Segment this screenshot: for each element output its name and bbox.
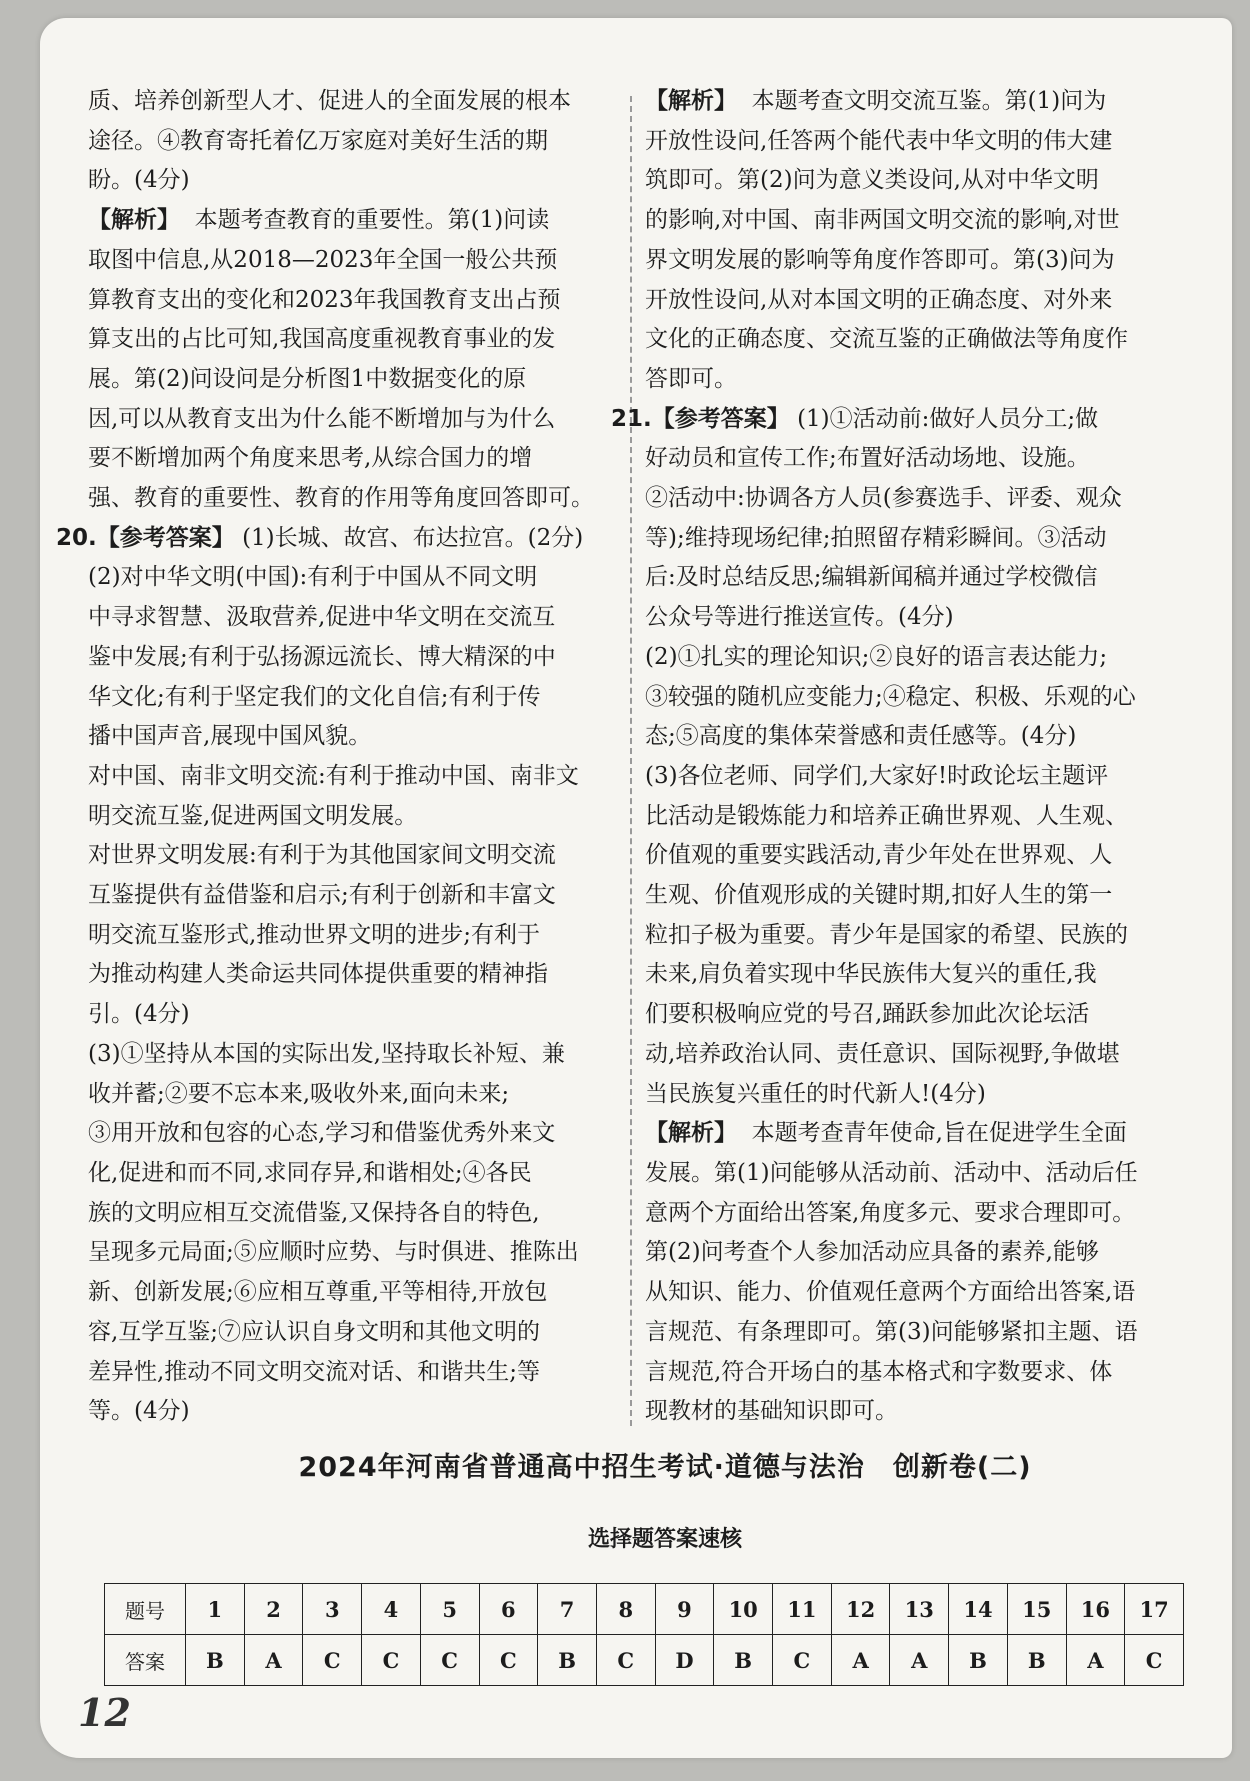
question-number-cell: 16 — [1066, 1584, 1125, 1635]
question-number-cell: 17 — [1125, 1584, 1184, 1635]
q19-answer-line: 途径。④教育寄托着亿万家庭对美好生活的期 — [88, 127, 548, 154]
q19-analysis-line: 要不断增加两个角度来思考,从综合国力的增 — [88, 445, 533, 472]
question-number-cell: 3 — [303, 1584, 362, 1635]
question-number-cell: 11 — [773, 1584, 832, 1635]
question-number: 20. — [56, 524, 97, 551]
q19-analysis-line: 算支出的占比可知,我国高度重视教育事业的发 — [88, 326, 556, 353]
answer-cell: C — [596, 1635, 655, 1686]
q20-answer-line: 新、创新发展;⑥应相互尊重,平等相待,开放包 — [88, 1279, 548, 1306]
q20-analysis-line: 开放性设问,从对本国文明的正确态度、对外来 — [645, 286, 1113, 313]
q20-answer-line: 收并蓄;②要不忘本来,吸收外来,面向未来; — [88, 1080, 510, 1107]
q21-answer-line: ②活动中:协调各方人员(参赛选手、评委、观众 — [645, 485, 1122, 512]
row-label: 题号 — [105, 1584, 186, 1635]
answer-cell: A — [890, 1635, 949, 1686]
question-number-cell: 9 — [655, 1584, 714, 1635]
table-row-numbers — [105, 1584, 1184, 1635]
q21-analysis-line: 意两个方面给出答案,角度多元、要求合理即可。 — [645, 1199, 1136, 1226]
q20-answer-line: 明交流互鉴,促进两国文明发展。 — [88, 802, 418, 829]
answer-cell: A — [244, 1635, 303, 1686]
page-number: 12 — [78, 1690, 131, 1735]
answer-cell: C — [303, 1635, 362, 1686]
q21-analysis-line: 现教材的基础知识即可。 — [645, 1398, 898, 1425]
question-number-cell: 14 — [949, 1584, 1008, 1635]
question-number-cell: 4 — [362, 1584, 421, 1635]
q20-answer-line: 呈现多元局面;⑤应顺时应势、与时俱进、推陈出 — [88, 1239, 579, 1266]
q21-answer-line: 未来,肩负着实现中华民族伟大复兴的重任,我 — [645, 961, 1097, 988]
question-number-cell: 8 — [596, 1584, 655, 1635]
q19-answer-line: 盼。(4分) — [88, 167, 190, 194]
q20-answer-line: (3)①坚持从本国的实际出发,坚持取长补短、兼 — [88, 1040, 565, 1067]
answer-cell: C — [773, 1635, 832, 1686]
q21-answer-line: 公众号等进行推送宣传。(4分) — [645, 604, 954, 631]
q21-analysis-line: 第(2)问考查个人参加活动应具备的素养,能够 — [645, 1239, 1099, 1266]
question-number-cell: 5 — [420, 1584, 479, 1635]
q20-answer-line: 族的文明应相互交流借鉴,又保持各自的特色, — [88, 1199, 540, 1226]
q21-analysis-line: 发展。第(1)问能够从活动前、活动中、活动后任 — [645, 1159, 1138, 1186]
q20-analysis-line: 答即可。 — [645, 365, 737, 392]
q21-analysis-line: 言规范、有条理即可。第(3)问能够紧扣主题、语 — [645, 1318, 1138, 1345]
q20-answer-line: 化,促进和而不同,求同存异,和谐相处;④各民 — [88, 1159, 532, 1186]
question-number-cell: 1 — [186, 1584, 245, 1635]
right-column — [611, 82, 1185, 1432]
q21-answer-line: 动,培养政治认同、责任意识、国际视野,争做堪 — [645, 1040, 1120, 1067]
q20-answer-line: 等。(4分) — [88, 1398, 190, 1425]
q20-answer-line: 明交流互鉴形式,推动世界文明的进步;有利于 — [88, 921, 541, 948]
answer-cell: C — [362, 1635, 421, 1686]
question-number-cell: 6 — [479, 1584, 538, 1635]
answer-cell: C — [1125, 1635, 1184, 1686]
q20-answer-heading: 20.【参考答案】 (1)长城、故宫、布达拉宫。(2分) — [56, 524, 584, 551]
question-number-cell: 7 — [538, 1584, 597, 1635]
row-label: 答案 — [105, 1635, 186, 1686]
answer-cell: B — [714, 1635, 773, 1686]
q21-answer-line: 生观、价值观形成的关键时期,扣好人生的第一 — [645, 882, 1113, 909]
question-number-cell: 15 — [1007, 1584, 1066, 1635]
q20-answer-line: ③用开放和包容的心态,学习和借鉴优秀外来文 — [88, 1120, 556, 1147]
q21-answer-line: (2)①扎实的理论知识;②良好的语言表达能力; — [645, 643, 1108, 670]
q20-answer-line: 容,互学互鉴;⑦应认识自身文明和其他文明的 — [88, 1318, 541, 1345]
question-number-cell: 10 — [714, 1584, 773, 1635]
q20-answer-line: 差异性,推动不同文明交流对话、和谐共生;等 — [88, 1358, 541, 1385]
q20-answer-line: 鉴中发展;有利于弘扬源远流长、博大精深的中 — [88, 643, 556, 670]
analysis-tag: 【解析】 — [645, 1120, 737, 1147]
q20-answer-line: 华文化;有利于坚定我们的文化自信;有利于传 — [88, 683, 541, 710]
q20-answer-line: 播中国声音,展现中国风貌。 — [88, 723, 372, 750]
question-number-cell: 13 — [890, 1584, 949, 1635]
question-number-cell: 2 — [244, 1584, 303, 1635]
q19-analysis-line: 算教育支出的变化和2023年我国教育支出占预 — [88, 286, 561, 313]
q20-analysis-line: 开放性设问,任答两个能代表中华文明的伟大建 — [645, 127, 1113, 154]
q19-analysis-line: 取图中信息,从2018—2023年全国一般公共预 — [88, 246, 558, 273]
answer-cell: B — [186, 1635, 245, 1686]
q19-analysis-line: 强、教育的重要性、教育的作用等角度回答即可。 — [88, 485, 594, 512]
q20-answer-line: (2)对中华文明(中国):有利于中国从不同文明 — [88, 564, 538, 591]
q21-answer-line: 态;⑤高度的集体荣誉感和责任感等。(4分) — [645, 723, 1077, 750]
q21-answer-line: 价值观的重要实践活动,青少年处在世界观、人 — [645, 842, 1113, 869]
answer-table — [104, 1583, 1184, 1686]
q21-answer-line: 等);维持现场纪律;拍照留存精彩瞬间。③活动 — [645, 524, 1107, 551]
q20-analysis-line: 筑即可。第(2)问为意义类设问,从对中华文明 — [645, 167, 1099, 194]
q20-analysis-line: 界文明发展的影响等角度作答即可。第(3)问为 — [645, 246, 1115, 273]
column-divider — [630, 96, 632, 1426]
q20-answer-line: 中寻求智慧、汲取营养,促进中华文明在交流互 — [88, 604, 556, 631]
q21-answer-line: 后:及时总结反思;编辑新闻稿并通过学校微信 — [645, 564, 1098, 591]
q20-answer-line: 互鉴提供有益借鉴和启示;有利于创新和丰富文 — [88, 882, 556, 909]
q20-answer-line: 引。(4分) — [88, 1001, 190, 1028]
table-row-answers — [105, 1635, 1184, 1686]
q21-answer-heading: 21.【参考答案】 (1)①活动前:做好人员分工;做 — [611, 405, 1099, 432]
q20-analysis-line: 【解析】 本题考查文明交流互鉴。第(1)问为 — [645, 88, 1107, 114]
question-number-cell: 12 — [831, 1584, 890, 1635]
q20-analysis-line: 文化的正确态度、交流互鉴的正确做法等角度作 — [645, 326, 1128, 353]
answer-tag: 【参考答案】 — [651, 405, 790, 432]
left-column — [56, 82, 618, 1432]
q19-analysis-line: 【解析】 本题考查教育的重要性。第(1)问读 — [88, 207, 550, 234]
q19-answer-line: 质、培养创新型人才、促进人的全面发展的根本 — [88, 88, 571, 114]
answer-cell: D — [655, 1635, 714, 1686]
q20-answer-line: 对中国、南非文明交流:有利于推动中国、南非文 — [88, 762, 579, 789]
answer-cell: C — [420, 1635, 479, 1686]
section-title: 选择题答案速核 — [587, 1527, 742, 1552]
q21-answer-line: 粒扣子极为重要。青少年是国家的希望、民族的 — [645, 921, 1128, 948]
analysis-tag: 【解析】 — [88, 207, 180, 234]
q21-analysis-line: 【解析】 本题考查青年使命,旨在促进学生全面 — [645, 1120, 1127, 1147]
answer-cell: A — [831, 1635, 890, 1686]
q21-answer-line: (3)各位老师、同学们,大家好!时政论坛主题评 — [645, 762, 1109, 789]
q20-answer-line: 为推动构建人类命运共同体提供重要的精神指 — [88, 961, 548, 988]
q21-analysis-line: 从知识、能力、价值观任意两个方面给出答案,语 — [645, 1279, 1136, 1306]
answer-cell: B — [538, 1635, 597, 1686]
answer-cell: C — [479, 1635, 538, 1686]
exam-title: 2024年河南省普通高中招生考试·道德与法治 创新卷(二) — [298, 1452, 1032, 1483]
q21-analysis-line: 言规范,符合开场白的基本格式和字数要求、体 — [645, 1358, 1113, 1385]
q19-analysis-line: 展。第(2)问设问是分析图1中数据变化的原 — [88, 365, 527, 392]
answer-cell: B — [949, 1635, 1008, 1686]
q21-answer-line: 好动员和宣传工作;布置好活动场地、设施。 — [645, 445, 1090, 472]
q21-answer-line: 们要积极响应党的号召,踊跃参加此次论坛活 — [645, 1001, 1090, 1028]
answer-tag: 【参考答案】 — [96, 524, 235, 551]
q21-answer-line: ③较强的随机应变能力;④稳定、积极、乐观的心 — [645, 683, 1136, 710]
q20-analysis-line: 的影响,对中国、南非两国文明交流的影响,对世 — [645, 207, 1120, 234]
q21-answer-line: 当民族复兴重任的时代新人!(4分) — [645, 1080, 986, 1107]
answer-cell: B — [1007, 1635, 1066, 1686]
analysis-tag: 【解析】 — [645, 88, 737, 114]
q19-analysis-line: 因,可以从教育支出为什么能不断增加与为什么 — [88, 405, 556, 432]
q21-answer-line: 比活动是锻炼能力和培养正确世界观、人生观、 — [645, 802, 1128, 829]
question-number: 21. — [611, 405, 652, 432]
q20-answer-line: 对世界文明发展:有利于为其他国家间文明交流 — [88, 842, 556, 869]
answer-cell: A — [1066, 1635, 1125, 1686]
